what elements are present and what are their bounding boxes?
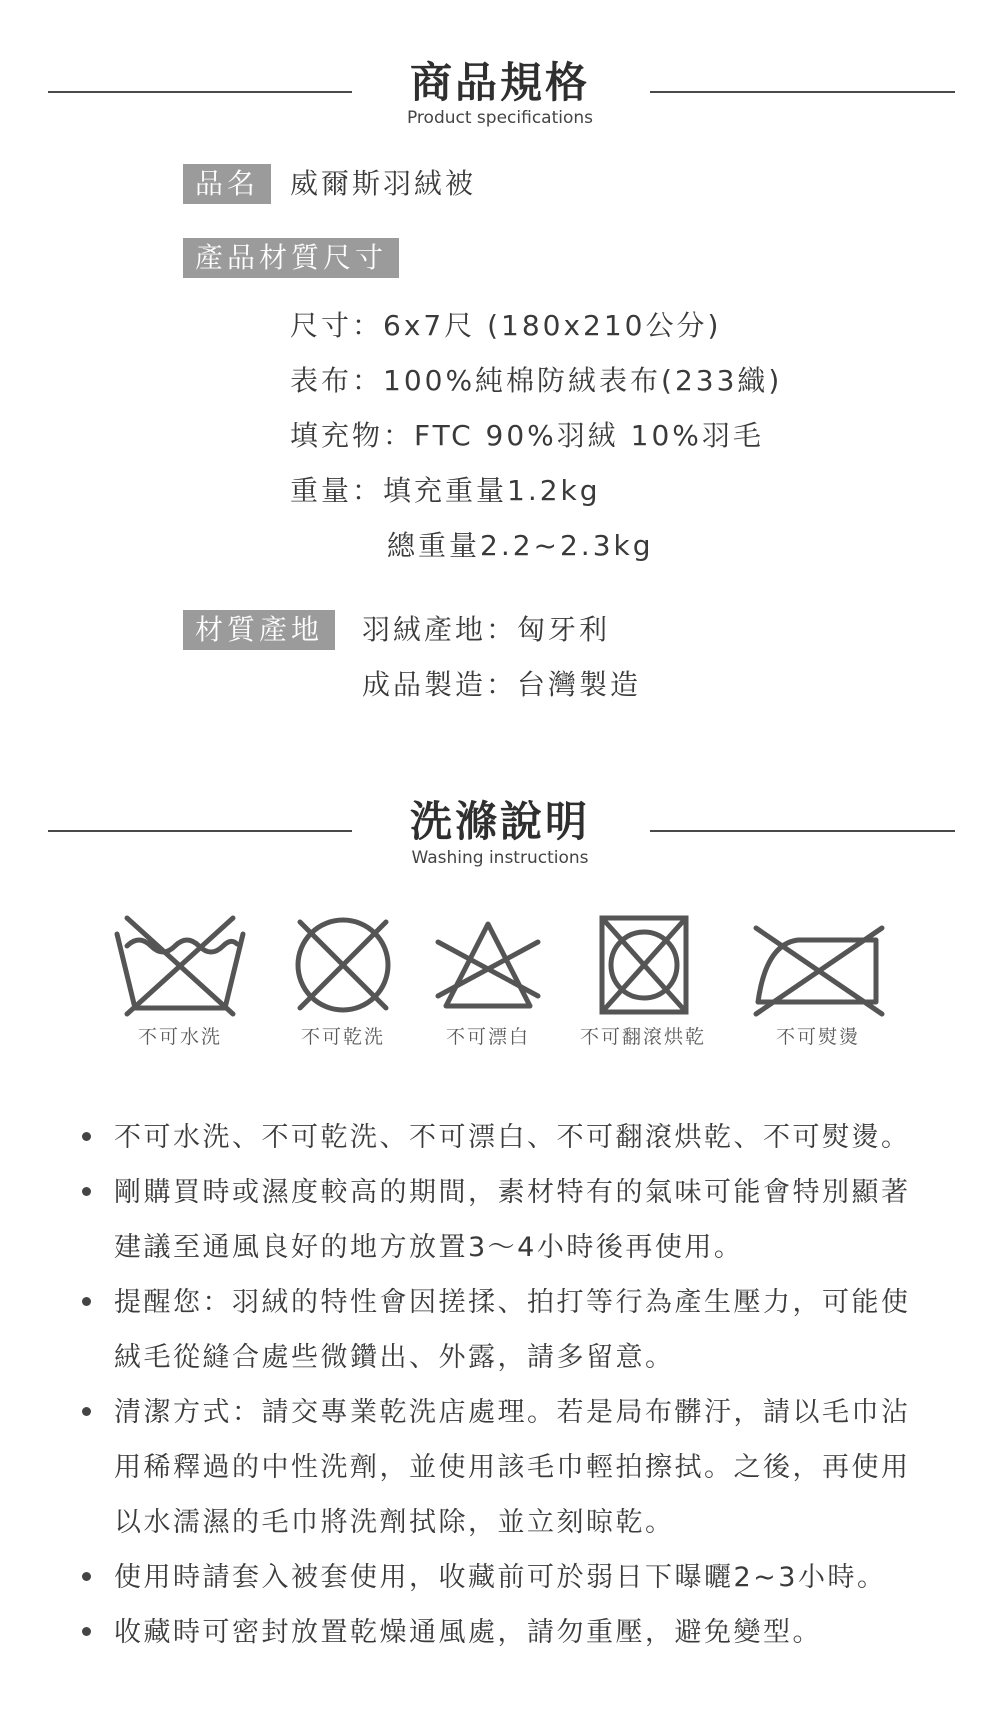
no-bleach-icon (432, 910, 544, 1020)
no-tumble-dry-label: 不可翻滾烘乾 (579, 1026, 706, 1048)
list-item (82, 1550, 962, 1605)
spec-size: 尺寸：6x7尺 (180x210公分) (290, 309, 722, 342)
spec-weight: 重量：填充重量1.2kg (290, 474, 601, 507)
no-iron-icon (750, 910, 888, 1020)
note-text: 絨毛從縫合處些微鑽出、外露，請多留意。 (114, 1342, 675, 1373)
specs-subtitle: Product specifications (406, 108, 594, 128)
list-item (82, 1110, 962, 1165)
note-text: 用稀釋過的中性洗劑，並使用該毛巾輕拍擦拭。之後，再使用 (114, 1452, 911, 1483)
list-item (82, 1605, 962, 1660)
no-dry-clean-icon (290, 910, 396, 1020)
bullet-icon (82, 1407, 91, 1416)
note-text: 提醒您：羽絨的特性會因搓揉、拍打等行為產生壓力，可能使 (114, 1287, 911, 1318)
note-text: 不可水洗、不可乾洗、不可漂白、不可翻滾烘乾、不可熨燙。 (114, 1122, 911, 1153)
list-item (82, 1385, 962, 1550)
no-wash-label: 不可水洗 (137, 1026, 222, 1048)
product-name-tag: 品名 (183, 164, 271, 204)
bullet-icon (82, 1132, 91, 1141)
product-name-value: 威爾斯羽絨被 (290, 167, 477, 200)
note-text: 收藏時可密封放置乾燥通風處，請勿重壓，避免變型。 (114, 1617, 822, 1648)
no-tumble-dry-icon (594, 910, 694, 1020)
spec-filling: 填充物：FTC 90%羽絨 10%羽毛 (290, 419, 764, 452)
bullet-icon (82, 1627, 91, 1636)
note-text: 清潔方式：請交專業乾洗店處理。若是局布髒汙，請以毛巾沾 (114, 1397, 911, 1428)
list-item (82, 1165, 962, 1275)
washing-title: 洗滌說明 (409, 797, 590, 846)
note-text: 使用時請套入被套使用，收藏前可於弱日下曝曬2~3小時。 (114, 1562, 887, 1593)
spec-fabric: 表布：100%純棉防絨表布(233織) (290, 364, 783, 397)
note-text: 以水濡濕的毛巾將洗劑拭除，並立刻晾乾。 (114, 1507, 675, 1538)
no-iron-label: 不可熨燙 (775, 1026, 860, 1048)
no-dry-clean-label: 不可乾洗 (300, 1026, 385, 1048)
washing-subtitle: Washing instructions (411, 848, 589, 868)
bullet-icon (82, 1187, 91, 1196)
no-wash-icon (113, 910, 247, 1020)
spec-manufacture: 成品製造：台灣製造 (362, 668, 642, 701)
origin-tag: 材質產地 (183, 610, 335, 650)
spec-total-weight: 總重量2.2~2.3kg (387, 529, 654, 562)
spec-down-origin: 羽絨產地：匈牙利 (362, 613, 611, 646)
no-bleach-label: 不可漂白 (445, 1026, 530, 1048)
note-text: 剛購買時或濕度較高的期間，素材特有的氣味可能會特別顯著 (114, 1177, 911, 1208)
bullet-icon (82, 1297, 91, 1306)
material-size-tag: 產品材質尺寸 (183, 238, 399, 278)
note-text: 建議至通風良好的地方放置3～4小時後再使用。 (114, 1232, 744, 1263)
list-item (82, 1275, 962, 1385)
bullet-icon (82, 1572, 91, 1581)
specs-title: 商品規格 (409, 58, 590, 107)
washing-notes (82, 1110, 962, 1660)
